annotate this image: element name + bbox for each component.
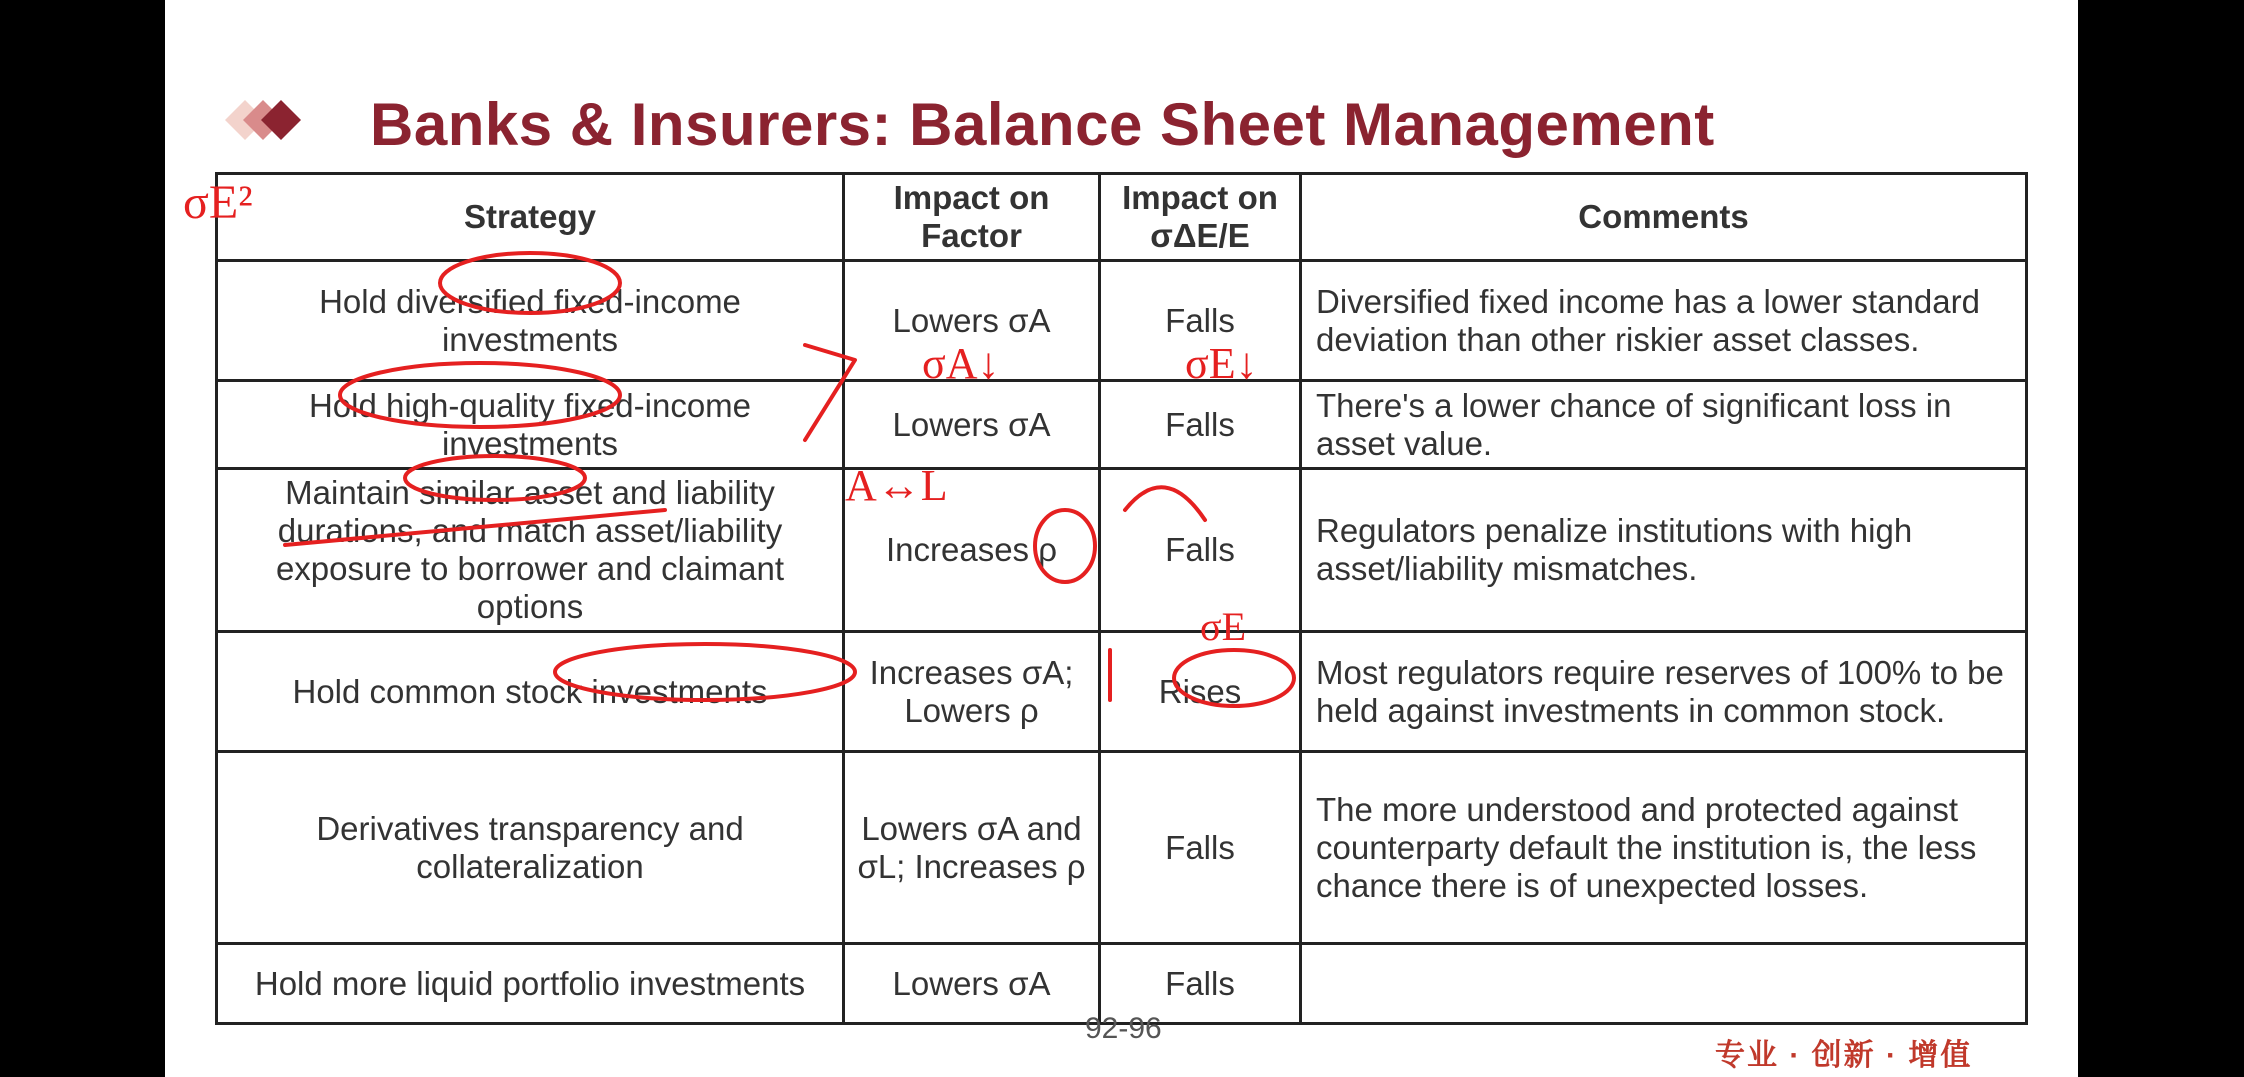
motto: 专业 · 创新 · 增值 [1715,1039,1973,1072]
table-header-row [217,174,2027,261]
strategy-cell: Derivatives transparency and collateralization [217,752,844,944]
table-row [217,632,2027,752]
impact-cell: Falls [1100,752,1301,944]
ink-note-sigma-e-down: σE↓ [1185,339,1258,388]
strategy-cell: Hold diversified fixed-income investments [217,261,844,381]
diamond-logo-icon [205,90,325,150]
factor-cell: Lowers σA and σL; Increases ρ [844,752,1100,944]
impact-cell: Rises [1100,632,1301,752]
factor-cell: Lowers σA [844,381,1100,469]
comments-cell: The more understood and protected against counterparty default the institution is, the less chance there is of unexpected losses. [1301,752,2027,944]
comments-cell: Most regulators require reserves of 100% to be held against investments in common stock. [1301,632,2027,752]
strategy-cell: Maintain similar asset and liability durations, and match asset/liability exposure to borrower and claimant options [217,469,844,632]
strategy-cell: Hold more liquid portfolio investments [217,944,844,1024]
ink-note-sigma-a-down: σA↓ [922,339,1000,388]
impact-cell: Falls [1100,261,1301,381]
header-impact-sigma: Impact on σΔE/E [1100,174,1301,261]
ink-note-sigma-e: σE [1200,604,1246,649]
comments-cell: Regulators penalize institutions with high asset/liability mismatches. [1301,469,2027,632]
header-comments: Comments [1301,174,2027,261]
table-row [217,381,2027,469]
ink-note-sigma-e2: σE² [183,176,253,229]
factor-cell: Lowers σA [844,261,1100,381]
balance-sheet-table [215,172,2028,1025]
slide [165,0,2078,1077]
slide-title: Banks & Insurers: Balance Sheet Management [370,91,1715,158]
comments-cell: Diversified fixed income has a lower standard deviation than other riskier asset classes. [1301,261,2027,381]
comments-cell: There's a lower chance of significant loss in asset value. [1301,381,2027,469]
factor-cell: Increases σA; Lowers ρ [844,632,1100,752]
factor-cell: Lowers σA [844,944,1100,1024]
factor-cell: Increases ρ [844,469,1100,632]
strategy-cell: Hold common stock investments [217,632,844,752]
page-number: 92-96 [1085,1012,1162,1045]
impact-cell: Falls [1100,469,1301,632]
header-impact-factor: Impact on Factor [844,174,1100,261]
header-strategy: Strategy [217,174,844,261]
impact-cell: Falls [1100,381,1301,469]
table-row [217,469,2027,632]
ink-note-a-l: A↔L [845,461,948,510]
table-row [217,261,2027,381]
comments-cell [1301,944,2027,1024]
table-row [217,752,2027,944]
strategy-cell: Hold high-quality fixed-income investments [217,381,844,469]
impact-cell: Falls [1100,944,1301,1024]
